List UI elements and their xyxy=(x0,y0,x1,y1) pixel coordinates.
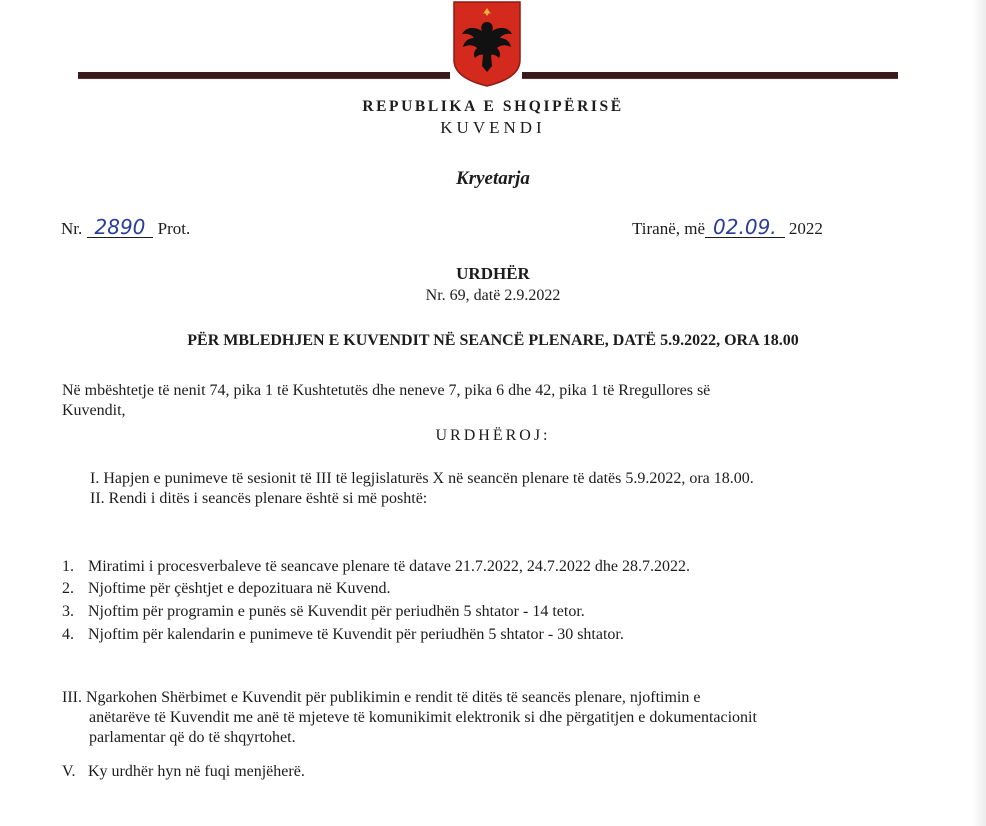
section-2-number: II. xyxy=(90,490,105,507)
order-title: URDHËR xyxy=(456,264,530,283)
date-handwritten-value: 02.09. xyxy=(705,217,785,238)
section-1-number: I. xyxy=(90,470,100,487)
agenda-item-text: Njoftim për programin e punës së Kuvendit për periudhën 5 shtator - 14 tetor. xyxy=(88,603,585,620)
header-rule-right xyxy=(522,72,898,79)
agenda-item-text: Njoftim për kalendarin e punimeve të Kuvendit për periudhën 5 shtator - 30 shtator. xyxy=(88,626,624,643)
section-5-number: V. xyxy=(62,763,76,780)
prot-label: Prot. xyxy=(157,219,191,238)
section-3-number: III. xyxy=(62,689,82,706)
section-3-line-3: parlamentar që do të shqyrtohet. xyxy=(89,729,296,746)
scan-edge-shadow xyxy=(972,0,986,826)
agenda-item-number: 2. xyxy=(62,580,74,597)
agenda-item-number: 4. xyxy=(62,626,74,643)
section-2 xyxy=(90,490,427,508)
command-word: URDHËROJ: xyxy=(435,427,551,444)
nr-handwritten-value: 2890 xyxy=(87,217,154,238)
protocol-number xyxy=(61,217,190,239)
section-3-line-2: anëtarëve të Kuvendit me anë të mjeteve të komunikimit elektronik si dhe përgatitjen e dokumentacionit xyxy=(89,709,757,726)
agenda-item xyxy=(62,558,690,576)
office-title: Kryetarja xyxy=(456,168,530,189)
section-1-text: Hapjen e punimeve të sesionit të III të legjislaturës X në seancën plenare të datës 5.9.2022, ora 18.00. xyxy=(103,470,754,487)
agenda-item-text: Miratimi i procesverbaleve të seancave plenare të datave 21.7.2022, 24.7.2022 dhe 28.7.2022. xyxy=(88,558,691,575)
republic-name: REPUBLIKA E SHQIPËRISË xyxy=(362,98,624,115)
agenda-item-number: 3. xyxy=(62,603,74,620)
agenda-item xyxy=(62,603,585,621)
document-date xyxy=(632,217,823,239)
section-5 xyxy=(62,763,305,781)
agenda-item-text: Njoftime për çështjet e depozituara në Kuvend. xyxy=(88,580,391,597)
nr-label: Nr. xyxy=(61,219,83,238)
order-subtitle: Nr. 69, datë 2.9.2022 xyxy=(425,287,561,304)
header-rule-left xyxy=(78,72,450,79)
order-heading: PËR MBLEDHJEN E KUVENDIT NË SEANCË PLENARE, DATË 5.9.2022, ORA 18.00 xyxy=(187,332,799,349)
year-value: 2022 xyxy=(788,219,823,238)
section-1 xyxy=(90,470,754,488)
agenda-item xyxy=(62,580,391,598)
section-5-text: Ky urdhër hyn në fuqi menjëherë. xyxy=(88,763,305,780)
section-2-text: Rendi i ditës i seancës plenare është si më poshtë: xyxy=(108,490,428,507)
agenda-item-number: 1. xyxy=(62,558,74,575)
albanian-eagle-emblem-icon xyxy=(452,0,522,88)
legal-basis-line-1: Në mbështetje të nenit 74, pika 1 të Kushtetutës dhe neneve 7, pika 6 dhe 42, pika 1 të Rregullores së xyxy=(62,382,711,399)
legal-basis-line-2: Kuvendit, xyxy=(62,402,126,419)
agenda-item xyxy=(62,626,624,644)
place-label: Tiranë, më xyxy=(632,219,706,238)
institution-name: KUVENDI xyxy=(440,118,546,137)
section-3-line-1: Ngarkohen Shërbimet e Kuvendit për publikimin e rendit të ditës të seancës plenare, njoftimin e xyxy=(85,689,701,706)
section-3 xyxy=(62,688,942,748)
legal-basis xyxy=(62,381,902,421)
